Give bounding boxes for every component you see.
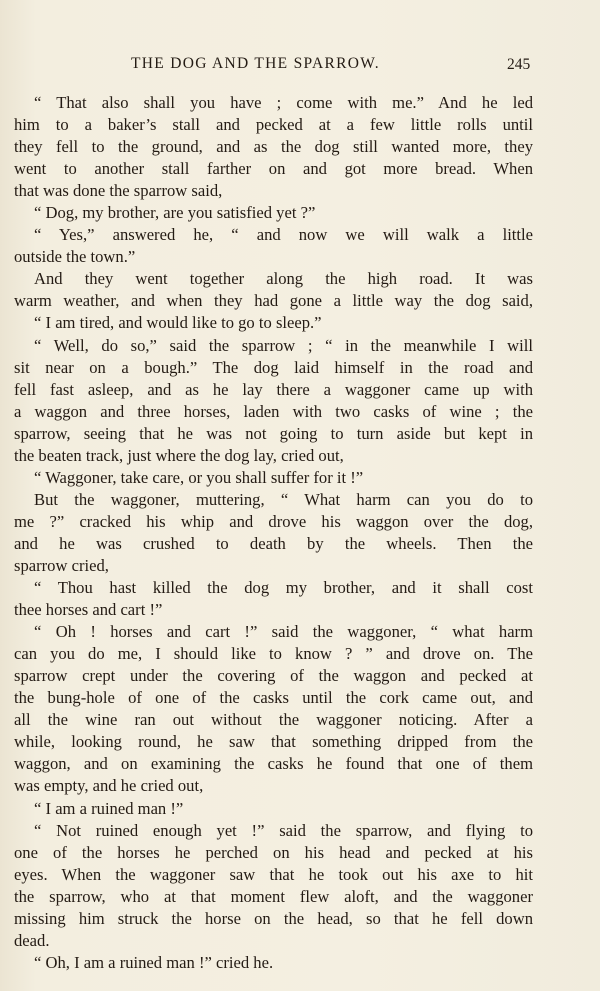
running-head (0, 55, 600, 77)
text-line: “ Waggoner, take care, or you shall suffer for it !” (34, 467, 364, 487)
text-line: was empty, and he cried out, (14, 776, 204, 796)
text-line: him to a baker’s stall and pecked at a few little rolls until (14, 115, 533, 135)
text-line: all the wine ran out without the waggoner noticing. After a (14, 710, 533, 730)
text-line: dead. (14, 930, 50, 950)
text-line: sit near on a bough.” The dog laid himself in the road and (14, 357, 533, 377)
text-line: can you do me, I should like to know ? ” and drove on. The (14, 644, 533, 664)
text-line: And they went together along the high road. It was (34, 269, 533, 289)
text-line: me ?” cracked his whip and drove his waggon over the dog, (14, 511, 533, 531)
text-line: sparrow crept under the covering of the waggon and pecked at (14, 666, 533, 686)
text-line: eyes. When the waggoner saw that he took out his axe to hit (14, 864, 533, 884)
text-line: “ Not ruined enough yet !” said the sparrow, and flying to (34, 820, 533, 840)
text-line: thee horses and cart !” (14, 600, 163, 620)
text-line: a waggon and three horses, laden with two casks of wine ; the (14, 401, 533, 421)
body-text (14, 92, 533, 974)
text-line: sparrow, seeing that he was not going to turn aside but kept in (14, 423, 533, 443)
text-line: warm weather, and when they had gone a little way the dog said, (14, 291, 533, 311)
text-line: “ I am a ruined man !” (34, 798, 184, 818)
text-line: outside the town.” (14, 247, 136, 267)
text-line: “ That also shall you have ; come with me.” And he led (34, 93, 533, 112)
text-line: “ Oh ! horses and cart !” said the waggoner, “ what harm (34, 622, 533, 642)
text-line: “ Oh, I am a ruined man !” cried he. (34, 952, 274, 972)
text-line: the beaten track, just where the dog lay, cried out, (14, 445, 344, 465)
text-line: sparrow cried, (14, 555, 109, 575)
text-line: “ I am tired, and would like to go to sleep.” (34, 313, 322, 333)
running-title: THE DOG AND THE SPARROW. (131, 55, 380, 72)
text-line: the sparrow, who at that moment flew aloft, and the waggoner (14, 886, 533, 906)
text-line: fell fast asleep, and as he lay there a waggoner came up with (14, 379, 533, 399)
text-line: one of the horses he perched on his head and pecked at his (14, 842, 533, 862)
text-line: “ Dog, my brother, are you satisfied yet ?” (34, 203, 316, 223)
text-line: “ Well, do so,” said the sparrow ; “ in the meanwhile I will (34, 335, 533, 355)
text-line: went to another stall farther on and got more bread. When (14, 159, 533, 179)
text-line: “ Thou hast killed the dog my brother, and it shall cost (34, 578, 533, 598)
text-line: that was done the sparrow said, (14, 181, 223, 201)
text-line: while, looking round, he saw that something dripped from the (14, 732, 533, 752)
text-line: they fell to the ground, and as the dog still wanted more, they (14, 137, 533, 157)
text-line: waggon, and on examining the casks he found that one of them (14, 754, 533, 774)
text-line: and he was crushed to death by the wheels. Then the (14, 533, 533, 553)
text-line: missing him struck the horse on the head, so that he fell down (14, 908, 533, 928)
text-line: But the waggoner, muttering, “ What harm can you do to (34, 489, 533, 509)
text-line: the bung-hole of one of the casks until the cork came out, and (14, 688, 533, 708)
page-number: 245 (507, 56, 531, 73)
text-line: “ Yes,” answered he, “ and now we will walk a little (34, 225, 533, 245)
